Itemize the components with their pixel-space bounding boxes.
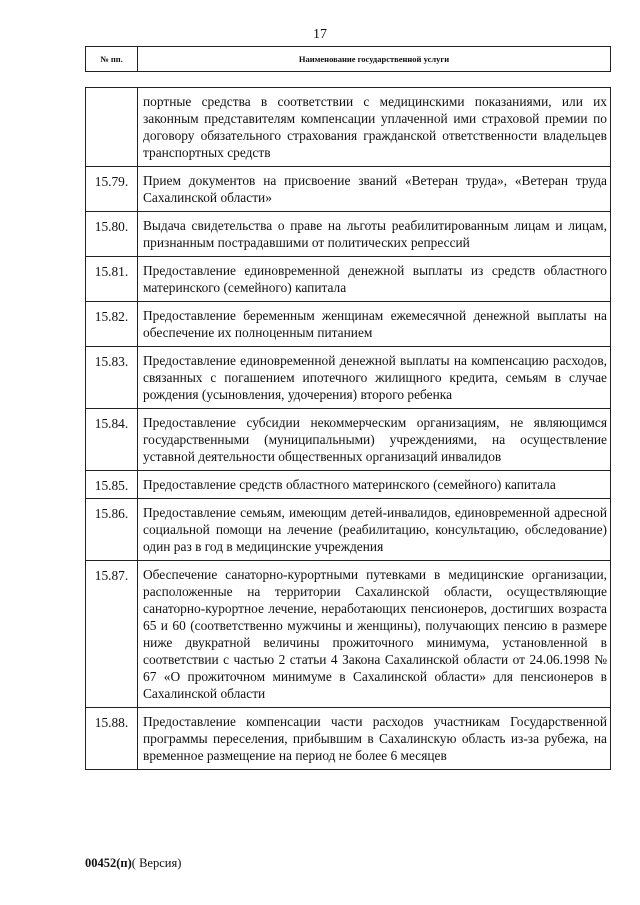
table-row	[86, 302, 611, 347]
row-service-name: Предоставление единовременной денежной выплаты на компенсацию расходов, связанных с погашением ипотечного жилищного кредита, семьям в случае рождения (усыновления, удочерения) второго ребенка	[138, 347, 611, 409]
row-service-name: Предоставление семьям, имеющим детей-инвалидов, единовременной адресной социальной помощи на лечение (реабилитацию, консультацию, обследование) один раз в год в медицинские учреждения	[138, 499, 611, 561]
row-service-name: Предоставление компенсации части расходов участникам Государственной программы переселения, прибывшим в Сахалинскую область из-за рубежа, на временное размещение на период не более 6 месяцев	[138, 708, 611, 770]
table-row	[86, 409, 611, 471]
document-footer	[85, 856, 181, 871]
row-number: 15.83.	[86, 347, 138, 409]
table-row	[86, 212, 611, 257]
table-row	[86, 167, 611, 212]
row-service-name: Обеспечение санаторно-курортными путевками в медицинские организации, расположенные на территории Сахалинской области, осуществляющие санаторно-курортное лечение, неработающих пенсионеров, достигших возраста 65 и 60 (соответственно мужчины и женщины), получающих пенсию в размере ниже двукратной величины прожиточного минимума, установленной в соответствии с частью 2 статьи 4 Закона Сахалинской области от 24.06.1998 № 67 «О прожиточном минимуме в Сахалинской области» для пенсионеров в Сахалинской области	[138, 561, 611, 708]
table-row	[86, 561, 611, 708]
row-number: 15.80.	[86, 212, 138, 257]
row-number: 15.88.	[86, 708, 138, 770]
table-row	[86, 499, 611, 561]
table-header	[85, 46, 611, 72]
row-number: 15.79.	[86, 167, 138, 212]
services-table	[85, 87, 611, 770]
row-service-name: Предоставление единовременной денежной выплаты из средств областного материнского (семейного) капитала	[138, 257, 611, 302]
row-number	[86, 88, 138, 167]
row-service-name: Предоставление средств областного материнского (семейного) капитала	[138, 471, 611, 499]
row-number: 15.85.	[86, 471, 138, 499]
document-code: 00452(п)	[85, 856, 132, 870]
row-service-name: Прием документов на присвоение званий «Ветеран труда», «Ветеран труда Сахалинской области»	[138, 167, 611, 212]
row-service-name: портные средства в соответствии с медицинскими показаниями, или их законным представителям компенсации уплаченной ими страховой премии по договору обязательного страхования гражданской ответственности владельцев транспортных средств	[138, 88, 611, 167]
row-number: 15.86.	[86, 499, 138, 561]
document-version: ( Версия)	[131, 856, 182, 870]
table-row	[86, 347, 611, 409]
row-service-name: Предоставление беременным женщинам ежемесячной денежной выплаты на обеспечение их полноценным питанием	[138, 302, 611, 347]
row-number: 15.84.	[86, 409, 138, 471]
column-header-number: № пп.	[86, 47, 138, 72]
table-row	[86, 708, 611, 770]
table-row	[86, 257, 611, 302]
row-number: 15.82.	[86, 302, 138, 347]
row-number: 15.87.	[86, 561, 138, 708]
row-service-name: Выдача свидетельства о праве на льготы реабилитированным лицам и лицам, признанным пострадавшими от политических репрессий	[138, 212, 611, 257]
row-service-name: Предоставление субсидии некоммерческим организациям, не являющимся государственными (муниципальными) учреждениями, на осуществление уставной деятельности общественных организаций инвалидов	[138, 409, 611, 471]
column-header-service: Наименование государственной услуги	[138, 47, 611, 72]
table-row	[86, 471, 611, 499]
table-row	[86, 88, 611, 167]
row-number: 15.81.	[86, 257, 138, 302]
page-number: 17	[313, 27, 327, 42]
